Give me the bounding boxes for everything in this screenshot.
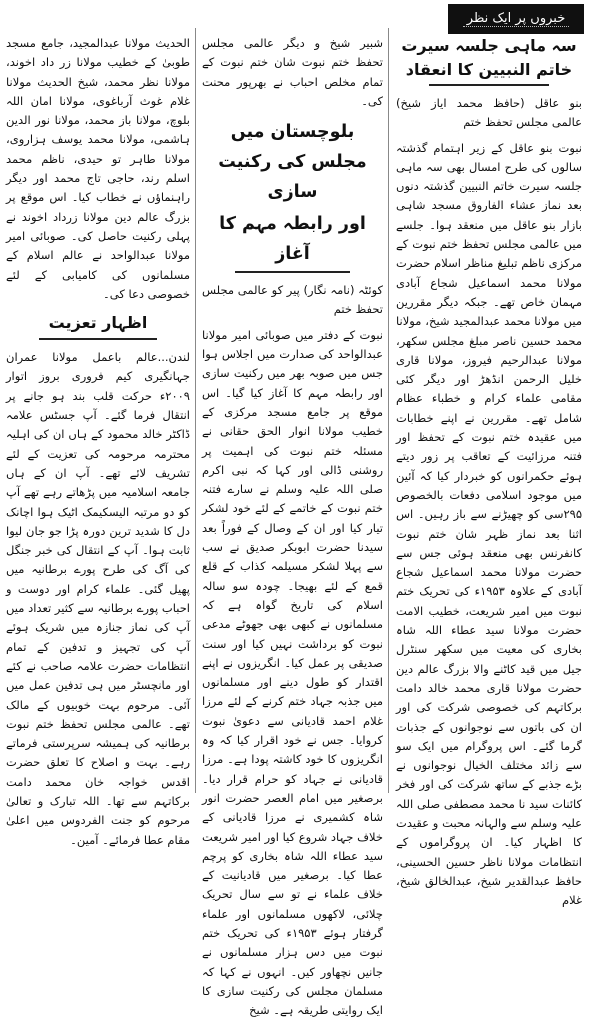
article-intro-text: شبیر شیخ و دیگر عالمی مجلس تحفظ ختم نبوت شان ختم نبوت کے تمام مخلص احباب نے بھرپور محنت کی۔: [202, 36, 383, 108]
article-column-right: [396, 34, 582, 908]
article-paragraph: نبوت بنو عاقل کے زیر اہتمام گذشتہ سالوں کی طرح امسال بھی سہ ماہی جلسہ سیرت خاتم النبیین گذشتہ دنوں بعد نماز عشاء الفاروق مسجد شاہی بازار بنو عاقل میں منعقد ہوا۔ جلسے میں عالمی مجلس تحفظ ختم نبوت کے مرکزی ناظم تبلیغ مناظر اسلام حضرت مولانا محمد اسماعیل شجاع آبادی مہمان خاص تھے۔ جبکہ دیگر مقررین میں مولانا محمد عبدالمجید شیخ، مولانا محمد حسین ناصر مبلغ مجلس سکھر، مولانا عبدالرحیم فیروز، مولانا قاری خلیل الرحمن انڈھڑ اور دیگر کئی مقامی علماء کرام و خطباء عظام شامل تھے۔ مقررین نے اپنے خطابات میں عقیدہ ختم نبوت کے تحفظ اور فتنہ مرزائیت کے تعاقب پر زور دیتے ہوئے حکمرانوں کو خبردار کیا کہ آئین میں موجود اسلامی دفعات بالخصوص ۲۹۵سی کو چھیڑنے سے باز رہیں۔ اس اثنا بعد نماز ظہر شان ختم نبوت کانفرنس بھی منعقد ہوئی جس سے حضرت مولانا محمد اسماعیل شجاع آبادی کے علاوہ ۱۹۵۳ء کی تحریک ختم نبوت میں امیر شریعت، خطیب الامت حضرت مولانا سید عطاء اللہ شاہ بخاری کی معیت میں سکھر سنٹرل جیل میں قید کاٹنے والا بزرگ عالم دین حضرت مولانا قاری محمد خالد دامت برکاتہم کی خصوصی شرکت کی اور ان کی باتوں سے نوجوانوں کے جذبات گرما گئے۔ اس پروگرام میں ایک سو سے زائد مختلف الخیال نوجوانوں نے بڑے جذبے کے ساتھ شرکت کی اور فخر کائنات سید نا محمد مصطفی صلی اللہ علیہ وسلم سے والہانہ محبت و عقیدت کا اظہار کیا۔ ان پروگراموں کے انتظامات مولانا ناظر حسین الحسینی، حافظ عبدالقدیر شیخ، عبدالخالق شیخ، غلام: [396, 140, 582, 908]
headline-underline: [429, 84, 548, 86]
headline-underline: [235, 271, 351, 273]
section-tab: [448, 4, 584, 34]
article-byline: کوئٹہ (نامہ نگار) پیر کو عالمی مجلس تحفظ ختم: [202, 283, 383, 317]
article-headline-balochistan-1: بلوچستان میں مجلس کی رکنیت سازی: [218, 122, 367, 203]
article-headline-seerat: سہ ماہی جلسہ سیرت خاتم النبیین کا انعقاد: [401, 36, 577, 79]
column-divider-right: [388, 28, 389, 793]
article-headline-balochistan-2: اور رابطہ مہم کا آغاز: [219, 214, 366, 265]
section-tab-label: خبروں پر ایک نظر: [463, 11, 569, 27]
article-byline: بنو عاقل (حافظ محمد ایاز شیخ) عالمی مجلس تحفظ ختم: [396, 96, 582, 130]
condolence-heading: اظہار تعزیت: [48, 313, 148, 333]
article-column-left: [6, 34, 190, 847]
column-divider-left: [195, 28, 196, 793]
article-column-middle: [202, 34, 383, 1018]
article-paragraph: نبوت کے دفتر میں صوبائی امیر مولانا عبدالواحد کی صدارت میں اجلاس ہوا جس میں صوبہ بھر میں رکنیت سازی اور رابطہ مہم کا آغاز کیا گیا۔ اس موقع پر جامع مسجد مرکزی کے خطیب مولانا انوار الحق حقانی نے مسئلہ ختم نبوت کی اہمیت پر روشنی ڈالی اور کہا کہ نبی اکرم صلی اللہ علیہ وسلم نے سارے فتنہ ختم نبوت کے خاتمے کے لئے خود لشکر تیار کیا اور ان کے وصال کے فوراً بعد سیدنا حضرت ابوبکر صدیق نے سب سے پہلا لشکر مسیلمہ کذاب کے قلع قمع کے لئے بھیجا۔ چودہ سو سالہ اسلام کی تاریخ گواہ ہے کہ مسلمانوں نے کبھی بھی جھوٹے مدعی نبوت کو برداشت نہیں کیا اور سنت صدیقی پر عمل کیا۔ انگریزوں نے اپنے اقتدار کو طول دینے اور مسلمانوں میں جذبہ جہاد ختم کرنے کے لئے مرزا غلام احمد قادیانی سے دعویٰ نبوت کروایا۔ جس نے خود اقرار کیا کہ وہ انگریزوں کا خود کاشتہ پودا ہے۔ مرزا قادیانی نے جہاد کو حرام قرار دیا۔ برصغیر میں امام العصر حضرت انور شاہ کشمیری نے مرزا قادیانی کے خلاف جہاد شروع کیا اور امیر شریعت سید عطاء اللہ شاہ بخاری کو پرچم عطا کیا۔ برصغیر میں قادیانیت کے خلاف علماء نے تو سے سال تحریک چلائی، لاکھوں مسلمانوں اور علماء گرفتار ہوئے ۱۹۵۳ء کی تحریک ختم نبوت میں دس ہزار مسلمانوں نے جانیں نچھاور کیں۔ انہوں نے کہا کہ مسلمان مجلس کی رکنیت سازی کا ایک روایتی طریقہ ہے۔ شیخ: [202, 327, 383, 1018]
article-paragraph: الحدیث مولانا عبدالمجید، جامع مسجد طوبیٰ کے خطیب مولانا زر داد اخوند، مولانا نظر محمد، شیخ الحدیث مولانا غلام غوث آرباغوی، مولانا امان اللہ بلوچ، مولانا باز محمد، مولانا نور الدین ہاشمی، مولانا محمد یوسف ہزاروی، مولانا طاہر تو حیدی، ناظم محمد اسلم رند، حاجی تاج محمد اور دیگر راہنماؤں نے خطاب کیا۔ اس موقع پر بزرگ عالم دین مولانا زرداد اخوند نے پہلی رکنیت حاصل کی۔ صوبائی امیر مولانا عبدالواحد نے عالم اسلام کے مسلمانوں کی کامیابی کے لئے خصوصی دعا کی۔: [6, 36, 190, 301]
headline-underline: [39, 338, 157, 340]
article-paragraph: لندن...عالم باعمل مولانا عمران جہانگیری کیم فروری بروز اتوار ۲۰۰۹ء حرکت قلب بند ہو جانے پر انتقال فرما گئے۔ آپ جسٹس علامہ ڈاکٹر خالد محمود کے ہاں ان کی اہلیہ محترمہ مرحومہ کی تعزیت کے لئے تشریف لائے تھے۔ آپ ان کے ہاں جامعہ اسلامیہ میں پڑھاتے رہے تھے آپ کو دو مرتبہ الیسکیمک اٹیک ہوا اچانک دل کا شدید ترین دورہ پڑا جو جان لیوا ثابت ہوا۔ آپ کے انتقال کی خبر جنگل کی آگ کی طرح پورے برطانیہ میں پھیل گئی۔ علماء کرام اور دوست و احباب پورے برطانیہ سے کثیر تعداد میں آپ کی نماز جنازہ میں شریک ہوئے آپ کی تجہیز و تدفین کے تمام انتظامات حضرت علامہ صاحب نے کئے اور مانچسٹر میں ہی تدفین عمل میں آئی۔ مرحوم بہت خوبیوں کے مالک تھے۔ عالمی مجلس تحفظ ختم نبوت برطانیہ کی ہمیشہ سرپرستی فرماتے رہے۔ بہت و اصلاح کا تعلق حضرت اقدس خواجہ خان محمد دامت برکاتہم سے تھا۔ اللہ تبارک و تعالیٰ مرحوم کو جنت الفردوس میں اعلیٰ مقام عطا فرمائے۔ آمین۔: [6, 350, 190, 847]
